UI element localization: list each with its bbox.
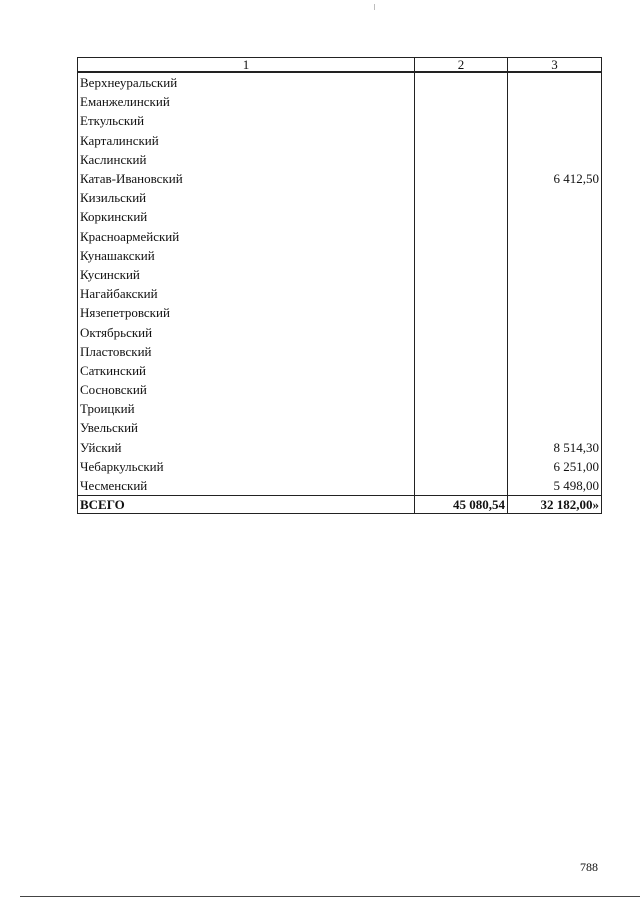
header-col-1: 1: [78, 58, 415, 73]
table-row: [78, 72, 602, 92]
page-number: 788: [580, 860, 598, 874]
total-col3-value: 32 182,00»: [508, 496, 602, 514]
col2-value: [415, 399, 508, 418]
table-row: [78, 438, 602, 457]
col3-value: 5 498,00: [508, 476, 602, 496]
header-col-2: 2: [415, 58, 508, 73]
table-row: [78, 361, 602, 380]
district-name: Карталинский: [78, 131, 415, 150]
district-name: Кизильский: [78, 188, 415, 207]
total-row: [78, 496, 602, 514]
col3-value: [508, 207, 602, 226]
district-name: Нагайбакский: [78, 284, 415, 303]
col3-value: [508, 227, 602, 246]
col2-value: [415, 92, 508, 111]
table-row: [78, 207, 602, 226]
total-label: ВСЕГО: [78, 496, 415, 514]
district-name: Октябрьский: [78, 322, 415, 341]
col2-value: [415, 265, 508, 284]
district-name: Пластовский: [78, 342, 415, 361]
table-row: [78, 246, 602, 265]
district-name: Еманжелинский: [78, 92, 415, 111]
col3-value: 6 251,00: [508, 457, 602, 476]
col2-value: [415, 361, 508, 380]
district-name: Сосновский: [78, 380, 415, 399]
table-row: [78, 188, 602, 207]
table-row: [78, 284, 602, 303]
col2-value: [415, 131, 508, 150]
table-row: [78, 380, 602, 399]
table-row: [78, 303, 602, 322]
col2-value: [415, 169, 508, 188]
scan-mark: [374, 4, 375, 10]
col3-value: [508, 380, 602, 399]
table-row: [78, 418, 602, 437]
district-name: Кунашакский: [78, 246, 415, 265]
col3-value: [508, 418, 602, 437]
district-name: Кусинский: [78, 265, 415, 284]
district-name: Троицкий: [78, 399, 415, 418]
bottom-divider: [20, 896, 640, 897]
col2-value: [415, 303, 508, 322]
col3-value: [508, 342, 602, 361]
col2-value: [415, 150, 508, 169]
col2-value: [415, 246, 508, 265]
col2-value: [415, 227, 508, 246]
col2-value: [415, 457, 508, 476]
district-name: Еткульский: [78, 111, 415, 130]
col2-value: [415, 72, 508, 92]
table-row: [78, 92, 602, 111]
district-name: Коркинский: [78, 207, 415, 226]
col2-value: [415, 111, 508, 130]
table-row: [78, 227, 602, 246]
table-row: [78, 322, 602, 341]
col2-value: [415, 438, 508, 457]
col3-value: [508, 111, 602, 130]
district-name: Верхнеуральский: [78, 72, 415, 92]
table-row: [78, 265, 602, 284]
header-col-3: 3: [508, 58, 602, 73]
table-row: [78, 457, 602, 476]
table-row: [78, 131, 602, 150]
col2-value: [415, 380, 508, 399]
col3-value: 8 514,30: [508, 438, 602, 457]
col2-value: [415, 418, 508, 437]
col2-value: [415, 476, 508, 496]
col3-value: [508, 361, 602, 380]
district-name: Чебаркульский: [78, 457, 415, 476]
col3-value: [508, 284, 602, 303]
col3-value: [508, 92, 602, 111]
table-row: [78, 399, 602, 418]
district-name: Нязепетровский: [78, 303, 415, 322]
col2-value: [415, 322, 508, 341]
district-name: Красноармейский: [78, 227, 415, 246]
col2-value: [415, 188, 508, 207]
table-row: [78, 342, 602, 361]
table-row: [78, 150, 602, 169]
col2-value: [415, 207, 508, 226]
col2-value: [415, 342, 508, 361]
header-row: [78, 58, 602, 73]
col3-value: [508, 322, 602, 341]
col3-value: [508, 131, 602, 150]
col3-value: 6 412,50: [508, 169, 602, 188]
district-name: Каслинский: [78, 150, 415, 169]
total-col2-value: 45 080,54: [415, 496, 508, 514]
district-name: Катав-Ивановский: [78, 169, 415, 188]
col3-value: [508, 303, 602, 322]
table-row: [78, 476, 602, 496]
col2-value: [415, 284, 508, 303]
district-table: [77, 57, 602, 514]
district-name: Увельский: [78, 418, 415, 437]
district-name: Саткинский: [78, 361, 415, 380]
district-name: Чесменский: [78, 476, 415, 496]
col3-value: [508, 399, 602, 418]
col3-value: [508, 246, 602, 265]
col3-value: [508, 265, 602, 284]
col3-value: [508, 150, 602, 169]
col3-value: [508, 188, 602, 207]
col3-value: [508, 72, 602, 92]
table-row: [78, 111, 602, 130]
district-name: Уйский: [78, 438, 415, 457]
table-row: [78, 169, 602, 188]
